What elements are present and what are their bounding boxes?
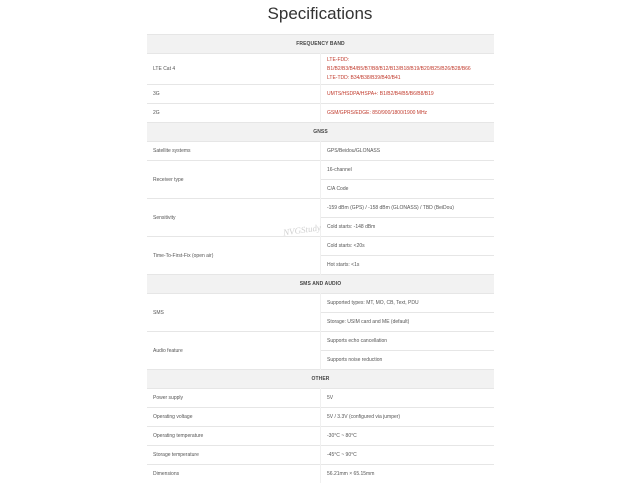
section-title: OTHER	[147, 370, 494, 389]
section-title: SMS AND AUDIO	[147, 275, 494, 294]
table-row	[147, 199, 494, 218]
table-row	[147, 294, 494, 313]
section-header-sms-audio	[147, 275, 494, 294]
table-row	[147, 104, 494, 123]
row-label: LTE Cat 4	[147, 54, 321, 85]
row-label: 3G	[147, 85, 321, 104]
section-title: FREQUENCY BAND	[147, 35, 494, 54]
section-header-other	[147, 370, 494, 389]
row-label: Power supply	[147, 389, 321, 408]
watermark: NVGStudy	[282, 222, 321, 237]
row-value	[321, 54, 495, 85]
row-value: Hot starts: <1s	[321, 256, 495, 275]
table-row	[147, 237, 494, 256]
row-value: Storage: USIM card and ME (default)	[321, 313, 495, 332]
section-header-frequency	[147, 35, 494, 54]
row-value: 16-channel	[321, 161, 495, 180]
row-label: Operating temperature	[147, 427, 321, 446]
page-title: Specifications	[0, 4, 640, 24]
row-value: Cold starts: <20s	[321, 237, 495, 256]
table-row	[147, 465, 494, 483]
row-value: Supports echo cancellation	[321, 332, 495, 351]
row-value: UMTS/HSDPA/HSPA+: B1/B2/B4/B5/B6/B8/B19	[321, 85, 495, 104]
spec-table	[147, 34, 494, 483]
row-label: Sensitivity	[147, 199, 321, 237]
row-label: SMS	[147, 294, 321, 332]
table-row	[147, 427, 494, 446]
row-label: Time-To-First-Fix (open air)	[147, 237, 321, 275]
row-value: GPS/Beidou/GLONASS	[321, 142, 495, 161]
row-value: 5V / 3.3V (configured via jumper)	[321, 408, 495, 427]
table-row	[147, 408, 494, 427]
table-row	[147, 446, 494, 465]
row-label: Storage temperature	[147, 446, 321, 465]
section-title: GNSS	[147, 123, 494, 142]
table-row	[147, 332, 494, 351]
row-value: -30°C ~ 80°C	[321, 427, 495, 446]
row-value: 5V	[321, 389, 495, 408]
row-value: GSM/GPRS/EDGE: 850/900/1800/1900 MHz	[321, 104, 495, 123]
row-value: Supported types: MT, MO, CB, Text, PDU	[321, 294, 495, 313]
row-label: Dimensions	[147, 465, 321, 483]
table-row	[147, 389, 494, 408]
row-value: -159 dBm (GPS) / -158 dBm (GLONASS) / TBD (BeiDou)	[321, 199, 495, 218]
row-value: Cold starts: -148 dBm	[321, 218, 495, 237]
row-value: -45°C ~ 90°C	[321, 446, 495, 465]
row-value: C/A Code	[321, 180, 495, 199]
lte-fdd-text: LTE-FDD: B1/B2/B3/B4/B5/B7/B8/B12/B13/B18/B19/B20/B25/B26/B28/B66	[327, 56, 494, 74]
section-header-gnss	[147, 123, 494, 142]
lte-tdd-text: LTE-TDD: B34/B38/B39/B40/B41	[327, 74, 494, 83]
table-row	[147, 54, 494, 85]
row-value: 56.21mm × 65.15mm	[321, 465, 495, 483]
row-label: Operating voltage	[147, 408, 321, 427]
row-label: Audio feature	[147, 332, 321, 370]
table-row	[147, 85, 494, 104]
table-row	[147, 161, 494, 180]
row-label: 2G	[147, 104, 321, 123]
row-value: Supports noise reduction	[321, 351, 495, 370]
row-label: Satellite systems	[147, 142, 321, 161]
table-row	[147, 142, 494, 161]
row-label: Receiver type	[147, 161, 321, 199]
